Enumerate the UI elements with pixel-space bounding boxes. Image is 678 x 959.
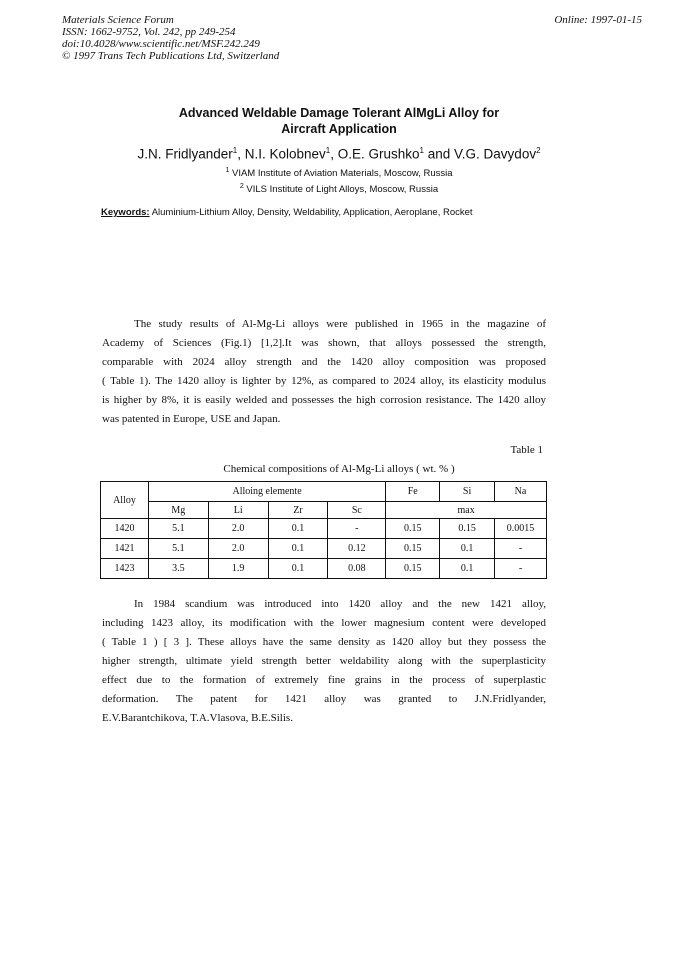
affiliation-2 (90, 183, 588, 195)
affiliation-text: VILS Institute of Light Alloys, Moscow, Russia (246, 184, 439, 196)
title-line-1: Advanced Weldable Damage Tolerant AlMgLi Alloy for (178, 106, 500, 120)
header-si: Si (440, 482, 495, 502)
cell-fe: 0.15 (386, 539, 440, 559)
paragraph-line: is higher by 8%, it is easily welded and possesses the high corrosion resistance. The 1420 alloy (102, 394, 546, 406)
header-alloy: Alloy (101, 482, 149, 519)
header-na: Na (495, 482, 547, 502)
cell-sc: 0.12 (328, 539, 386, 559)
header-fe: Fe (386, 482, 440, 502)
journal-name: Materials Science Forum (62, 14, 174, 26)
citation-header (62, 14, 279, 62)
cell-sc: - (328, 519, 386, 539)
paragraph-line: was patented in Europe, USE and Japan. (102, 413, 281, 425)
author-affil-mark: 1 (232, 146, 238, 155)
cell-na: - (495, 559, 547, 579)
issn-line: ISSN: 1662-9752, Vol. 242, pp 249-254 (62, 26, 236, 38)
table-caption: Chemical compositions of Al-Mg-Li alloys ( wt. % ) (223, 463, 455, 475)
paragraph-line: effect due to the formation of extremely fine grains in the process of superplastic (102, 674, 546, 686)
keywords-text: Aluminium-Lithium Alloy, Density, Weldability, Application, Aeroplane, Rocket (151, 207, 473, 218)
cell-si: 0.1 (440, 539, 495, 559)
affiliation-1 (90, 167, 588, 179)
cell-li: 2.0 (208, 539, 268, 559)
paragraph-line: including 1423 alloy, its modification with the lower magnesium content were developed (102, 617, 546, 629)
cell-alloy: 1420 (101, 519, 149, 539)
cell-si: 0.1 (440, 559, 495, 579)
table-row (101, 559, 547, 579)
affiliation-text: VIAM Institute of Aviation Materials, Moscow, Russia (232, 168, 453, 180)
author-name: O.E. Grushko (337, 146, 420, 162)
table-row (101, 519, 547, 539)
paragraph-line: In 1984 scandium was introduced into 1420 alloy and the new 1421 alloy, (134, 598, 546, 610)
cell-alloy: 1421 (101, 539, 149, 559)
affiliation-mark: 1 (225, 167, 230, 174)
cell-zr: 0.1 (268, 519, 328, 539)
paragraph-line: E.V.Barantchikova, T.A.Vlasova, B.E.Silis. (102, 712, 293, 724)
table-subheader-row (101, 502, 547, 519)
keywords (101, 207, 473, 218)
cell-li: 1.9 (208, 559, 268, 579)
cell-fe: 0.15 (386, 559, 440, 579)
paragraph-1 (102, 315, 546, 429)
paragraph-line: higher strength, ultimate yield strength better weldability along with the superplasticity (102, 655, 546, 667)
author-conjunction: and (427, 146, 451, 162)
affiliation-mark: 2 (239, 183, 244, 190)
paragraph-line: Academy of Sciences (Fig.1) [1,2].It was shown, that alloys possessed the strength, (102, 337, 546, 349)
header-alloing: Alloing elemente (148, 482, 385, 502)
cell-alloy: 1423 (101, 559, 149, 579)
header-mg: Mg (148, 502, 208, 519)
cell-zr: 0.1 (268, 539, 328, 559)
author-name: N.I. Kolobnev (244, 146, 326, 162)
cell-na: - (495, 539, 547, 559)
author-name: V.G. Davydov (454, 146, 537, 162)
cell-mg: 3.5 (148, 559, 208, 579)
paper-title (90, 105, 588, 137)
cell-fe: 0.15 (386, 519, 440, 539)
paragraph-line: ( Table 1). The 1420 alloy is lighter by 12%, as compared to 2024 alloy, its elasticity modulus (102, 375, 546, 387)
header-li: Li (208, 502, 268, 519)
header-zr: Zr (268, 502, 328, 519)
author-list: J.N. Fridlyander$^1$, N.I. Kolobnev$^1$, O.E. Grushko$^1$ and V.G. Davydov$^2$ (137, 146, 541, 162)
paragraph-line: deformation. The patent for 1421 alloy was granted to J.N.Fridlyander, (102, 693, 546, 705)
author-affil-mark: 2 (536, 146, 541, 155)
paragraph-line: ( Table 1 ) [ 3 ]. These alloys have the same density as 1420 alloy but they possess the (102, 636, 546, 648)
cell-mg: 5.1 (148, 519, 208, 539)
composition-table (100, 481, 547, 579)
cell-si: 0.15 (440, 519, 495, 539)
cell-li: 2.0 (208, 519, 268, 539)
online-date: Online: 1997-01-15 (554, 14, 642, 26)
title-line-2: Aircraft Application (281, 122, 397, 136)
keywords-label: Keywords: (101, 207, 150, 218)
author-affil-mark: 1 (419, 146, 424, 155)
cell-zr: 0.1 (268, 559, 328, 579)
table-row (101, 539, 547, 559)
cell-sc: 0.08 (328, 559, 386, 579)
paragraph-line: The study results of Al-Mg-Li alloys were published in 1965 in the magazine of (134, 318, 546, 330)
table-label: Table 1 (510, 444, 543, 456)
cell-mg: 5.1 (148, 539, 208, 559)
table-header-row (101, 482, 547, 502)
header-max: max (386, 502, 547, 519)
paragraph-line: comparable with 2024 alloy strength and the 1420 alloy composition was proposed (102, 356, 546, 368)
copyright-line: © 1997 Trans Tech Publications Ltd, Switzerland (62, 50, 280, 62)
doi-line: doi:10.4028/www.scientific.net/MSF.242.249 (62, 38, 260, 50)
author-affil-mark: 1 (325, 146, 331, 155)
header-sc: Sc (328, 502, 386, 519)
cell-na: 0.0015 (495, 519, 547, 539)
author-name: J.N. Fridlyander (137, 146, 233, 162)
paragraph-2 (102, 595, 546, 728)
